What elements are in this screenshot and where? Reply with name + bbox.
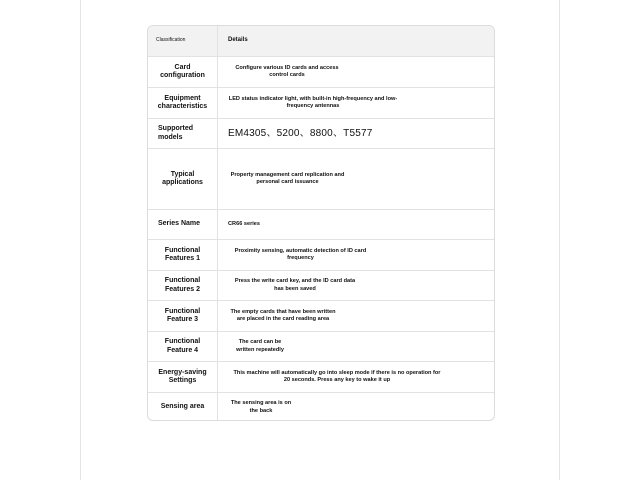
- table-row: [148, 271, 494, 301]
- table-row: [148, 240, 494, 271]
- header-details: Details: [228, 37, 248, 44]
- row-label: Card configuration: [148, 57, 218, 87]
- table-row: [148, 301, 494, 332]
- row-label: Equipment characteristics: [148, 88, 218, 118]
- row-label: Series Name: [148, 210, 218, 239]
- table-row: [148, 362, 494, 393]
- row-details: This machine will automatically go into sleep mode if there is no operation for 20 seconds. Press any key to wake it up: [233, 369, 441, 383]
- row-details: The card can be written repeatedly: [236, 339, 284, 353]
- table-row: [148, 119, 494, 149]
- row-label: Sensing area: [148, 393, 218, 421]
- spec-table: [147, 25, 495, 421]
- row-label: Functional Feature 4: [148, 332, 218, 361]
- row-label: Supported models: [148, 119, 218, 148]
- row-details: Configure various ID cards and access control cards: [235, 64, 339, 78]
- row-details: The empty cards that have been written are placed in the card reading area: [230, 308, 336, 322]
- row-details: CR66 series: [228, 220, 261, 227]
- row-label: Functional Features 1: [148, 240, 218, 270]
- table-row: [148, 88, 494, 119]
- row-label: Functional Features 2: [148, 271, 218, 300]
- table-row: [148, 210, 494, 240]
- row-label: Typical applications: [148, 149, 218, 209]
- header-classification: Classification: [148, 26, 218, 56]
- row-details: LED status indicator light, with built-in high-frequency and low-frequency antennas: [228, 95, 398, 109]
- row-label: Energy-saving Settings: [148, 362, 218, 392]
- table-row: [148, 149, 494, 210]
- row-details: Press the write card key, and the ID card data has been saved: [234, 278, 356, 292]
- row-details: Property management card replication and personal card issuance: [230, 171, 345, 185]
- row-label: Functional Feature 3: [148, 301, 218, 331]
- table-header-row: [148, 26, 494, 57]
- table-row: [148, 332, 494, 362]
- row-details: The sensing area is on the back: [230, 400, 292, 414]
- table-row: [148, 57, 494, 88]
- row-details: EM4305、5200、8800、T5577: [228, 128, 373, 139]
- table-row: [148, 393, 494, 421]
- row-details: Proximity sensing, automatic detection of ID card frequency: [234, 247, 367, 261]
